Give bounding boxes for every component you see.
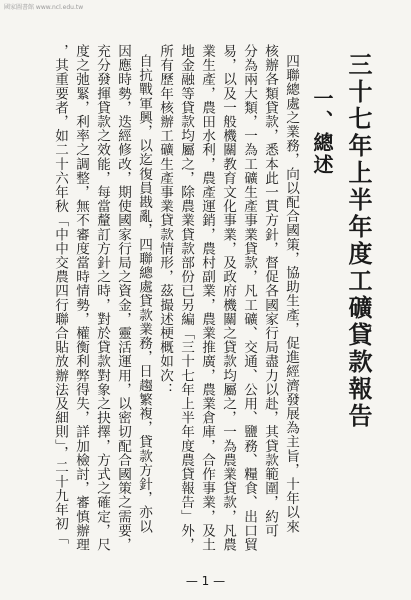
- text-line: ，其重要者，如二十六年秋「中中交農四行聯合貼放辦法及細則」，二十九年初「: [52, 44, 68, 545]
- text-line: 分為兩大類，一為工礦生產事業貸款，凡工礦、交通、公用、鹽務、糧食、出口貿: [241, 44, 257, 552]
- text-line: 四聯總處之業務，向以配合國策，協助生產，促進經濟發展為主旨，十年以來: [283, 54, 299, 534]
- text-line: 易，以及一般機關教育文化事業，及政府機關之貸款均屬之，一為農業貸款，凡農: [220, 44, 236, 552]
- document-title: 三十七年上半年度工礦貸款報告: [344, 52, 373, 430]
- page-number: — 1 —: [185, 574, 226, 588]
- text-line: 自抗戰軍興，以迄復員戡亂，四聯總處貸款業務，日趨繁複，貸款方針，亦以: [136, 54, 152, 534]
- text-line: 所有歷年核辦工礦生產事業貸款情形，茲撮述梗概如次：: [157, 44, 173, 397]
- watermark: 國家圖書館 www.ncl.edu.tw: [4, 4, 84, 11]
- text-line: 因應時勢，迭經修改，期使國家行局之資金，靈活運用，以密切配合國策之需要，: [115, 44, 131, 552]
- section-heading: 一、總述: [310, 88, 334, 176]
- text-line: 度之弛緊，利率之調整，無不審度當時情勢，權衡利弊得失，詳加檢討，審慎辦理: [73, 44, 89, 552]
- text-line: 充分發揮貸款之效能，每當釐訂方針之時，對於貸款對象之抉擇，方式之確定，尺: [94, 44, 110, 552]
- text-line: 核辦各類貸款，悉本此一貫方針，督促各國家行局盡力以赴，其貸款範圍，約可: [262, 44, 278, 538]
- text-line: 業生產，農田水利，農產運銷，農村副業，農業推廣，農業倉庫，合作事業，及土: [199, 44, 215, 552]
- text-line: 地金融等貸款均屬之，除農業貸款部份已另編「三十七年上半年度農貸報告」外，: [178, 44, 194, 552]
